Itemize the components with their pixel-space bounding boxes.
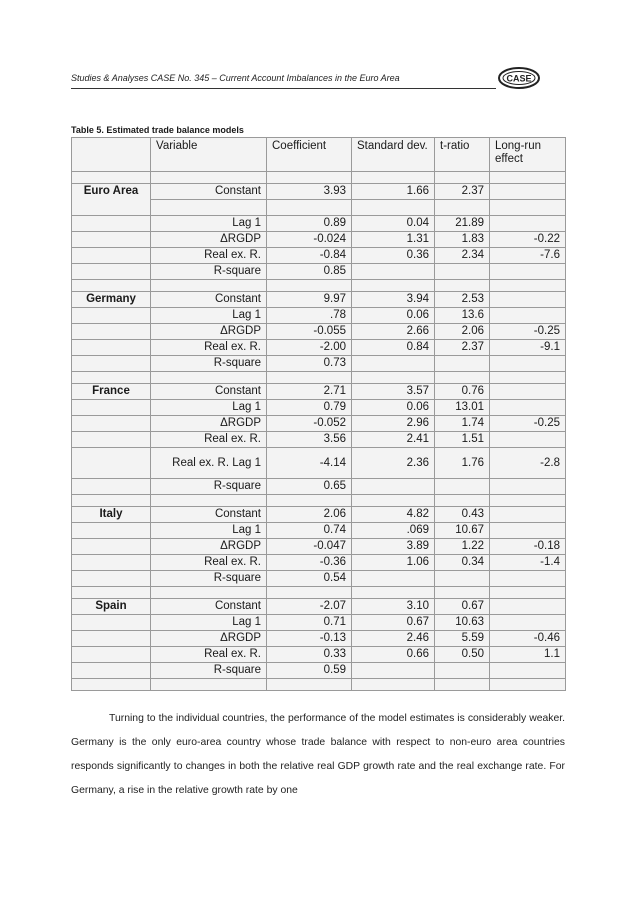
empty-cell xyxy=(72,172,151,184)
variable-cell: Real ex. R. xyxy=(151,647,267,663)
empty-cell xyxy=(72,324,151,340)
variable-cell: ΔRGDP xyxy=(151,324,267,340)
long-run-cell xyxy=(490,184,566,200)
table-row xyxy=(72,571,566,587)
empty-cell xyxy=(267,587,352,599)
t-ratio-cell: 10.67 xyxy=(435,523,490,539)
empty-cell xyxy=(490,679,566,691)
empty-cell xyxy=(72,264,151,280)
variable-cell: R-square xyxy=(151,264,267,280)
empty-cell xyxy=(151,495,267,507)
country-cell: Euro Area xyxy=(72,184,151,216)
coefficient-cell: 2.71 xyxy=(267,384,352,400)
empty-cell xyxy=(267,495,352,507)
variable-cell: ΔRGDP xyxy=(151,416,267,432)
empty-cell xyxy=(72,587,151,599)
t-ratio-cell: 21.89 xyxy=(435,216,490,232)
country-cell: Spain xyxy=(72,599,151,615)
table-header-row xyxy=(72,138,566,172)
empty-cell xyxy=(267,280,352,292)
table-row xyxy=(72,308,566,324)
empty-cell xyxy=(490,372,566,384)
coefficient-cell: 0.73 xyxy=(267,356,352,372)
coefficient-cell: 0.33 xyxy=(267,647,352,663)
t-ratio-cell xyxy=(435,479,490,495)
table-row xyxy=(72,324,566,340)
variable-cell: R-square xyxy=(151,571,267,587)
variable-cell: Real ex. R. xyxy=(151,432,267,448)
variable-cell: Lag 1 xyxy=(151,400,267,416)
spacer-row xyxy=(72,280,566,292)
empty-cell xyxy=(72,555,151,571)
paragraph-text: Turning to the individual countries, the performance of the model estimates is considerably weaker. Germany is the only euro-area country whose trade balance with respect to non-euro area countries responds significantly to changes in both the relative real GDP growth rate and the real exchange rate. For Germany, a rise in the relative growth rate by one xyxy=(71,713,565,796)
empty-cell xyxy=(151,372,267,384)
column-header: Variable xyxy=(151,138,267,172)
std-dev-cell: 0.04 xyxy=(352,216,435,232)
table-row xyxy=(72,539,566,555)
long-run-cell xyxy=(490,432,566,448)
variable-cell: Lag 1 xyxy=(151,308,267,324)
t-ratio-cell: 10.63 xyxy=(435,615,490,631)
long-run-cell xyxy=(490,599,566,615)
coefficient-cell: -0.84 xyxy=(267,248,352,264)
table-row xyxy=(72,248,566,264)
table-row xyxy=(72,507,566,523)
coefficient-cell: 3.93 xyxy=(267,184,352,200)
empty-cell xyxy=(72,248,151,264)
case-logo xyxy=(497,66,541,90)
coefficient-cell xyxy=(267,200,352,216)
long-run-cell xyxy=(490,507,566,523)
long-run-cell xyxy=(490,292,566,308)
empty-cell xyxy=(151,280,267,292)
long-run-cell xyxy=(490,264,566,280)
coefficient-cell: -0.36 xyxy=(267,555,352,571)
empty-cell xyxy=(435,172,490,184)
body-paragraph xyxy=(71,707,565,803)
variable-cell: ΔRGDP xyxy=(151,631,267,647)
variable-cell: Constant xyxy=(151,184,267,200)
t-ratio-cell xyxy=(435,663,490,679)
long-run-cell xyxy=(490,308,566,324)
variable-cell: ΔRGDP xyxy=(151,232,267,248)
coefficient-cell: -0.13 xyxy=(267,631,352,647)
variable-cell: Real ex. R. Lag 1 xyxy=(151,448,267,479)
long-run-cell xyxy=(490,216,566,232)
table-row xyxy=(72,555,566,571)
variable-cell: Constant xyxy=(151,292,267,308)
t-ratio-cell: 1.74 xyxy=(435,416,490,432)
coefficient-cell: -0.052 xyxy=(267,416,352,432)
std-dev-cell xyxy=(352,571,435,587)
table-row xyxy=(72,232,566,248)
variable-cell: Real ex. R. xyxy=(151,340,267,356)
t-ratio-cell: 2.37 xyxy=(435,184,490,200)
coefficient-cell: -4.14 xyxy=(267,448,352,479)
coefficient-cell: 3.56 xyxy=(267,432,352,448)
std-dev-cell: 2.96 xyxy=(352,416,435,432)
t-ratio-cell: 1.22 xyxy=(435,539,490,555)
long-run-cell xyxy=(490,615,566,631)
std-dev-cell: 2.66 xyxy=(352,324,435,340)
country-cell: Germany xyxy=(72,292,151,308)
header-rule xyxy=(71,88,496,89)
variable-cell xyxy=(151,200,267,216)
long-run-cell xyxy=(490,384,566,400)
empty-cell xyxy=(72,416,151,432)
t-ratio-cell: 2.06 xyxy=(435,324,490,340)
variable-cell: Lag 1 xyxy=(151,615,267,631)
column-header xyxy=(72,138,151,172)
spacer-row xyxy=(72,172,566,184)
t-ratio-cell: 1.51 xyxy=(435,432,490,448)
std-dev-cell: 0.06 xyxy=(352,308,435,324)
coefficient-cell: -0.047 xyxy=(267,539,352,555)
table-row xyxy=(72,479,566,495)
empty-cell xyxy=(72,679,151,691)
empty-cell xyxy=(435,372,490,384)
std-dev-cell: .069 xyxy=(352,523,435,539)
std-dev-cell: 2.46 xyxy=(352,631,435,647)
empty-cell xyxy=(267,679,352,691)
coefficient-cell: .78 xyxy=(267,308,352,324)
table-caption: Table 5. Estimated trade balance models xyxy=(71,125,244,135)
t-ratio-cell xyxy=(435,571,490,587)
empty-cell xyxy=(490,172,566,184)
spacer-row xyxy=(72,679,566,691)
empty-cell xyxy=(72,448,151,479)
coefficient-cell: -2.07 xyxy=(267,599,352,615)
std-dev-cell: 1.31 xyxy=(352,232,435,248)
coefficient-cell: -2.00 xyxy=(267,340,352,356)
std-dev-cell xyxy=(352,356,435,372)
table-row xyxy=(72,615,566,631)
long-run-cell: -9.1 xyxy=(490,340,566,356)
empty-cell xyxy=(72,523,151,539)
table-row xyxy=(72,184,566,200)
variable-cell: ΔRGDP xyxy=(151,539,267,555)
std-dev-cell: 3.57 xyxy=(352,384,435,400)
t-ratio-cell: 1.83 xyxy=(435,232,490,248)
t-ratio-cell xyxy=(435,356,490,372)
coefficient-cell: 0.79 xyxy=(267,400,352,416)
long-run-cell xyxy=(490,523,566,539)
coefficient-cell: 0.89 xyxy=(267,216,352,232)
empty-cell xyxy=(72,631,151,647)
t-ratio-cell: 0.76 xyxy=(435,384,490,400)
long-run-cell: -0.18 xyxy=(490,539,566,555)
std-dev-cell xyxy=(352,200,435,216)
coefficient-cell: -0.024 xyxy=(267,232,352,248)
variable-cell: R-square xyxy=(151,663,267,679)
empty-cell xyxy=(72,280,151,292)
long-run-cell xyxy=(490,400,566,416)
variable-cell: Real ex. R. xyxy=(151,248,267,264)
logo-text: CASE xyxy=(506,73,532,84)
long-run-cell: -0.46 xyxy=(490,631,566,647)
std-dev-cell: 4.82 xyxy=(352,507,435,523)
t-ratio-cell: 0.50 xyxy=(435,647,490,663)
empty-cell xyxy=(490,495,566,507)
empty-cell xyxy=(72,232,151,248)
table-row xyxy=(72,384,566,400)
std-dev-cell xyxy=(352,663,435,679)
variable-cell: Real ex. R. xyxy=(151,555,267,571)
column-header: Long-run effect xyxy=(490,138,566,172)
empty-cell xyxy=(151,587,267,599)
table-row xyxy=(72,292,566,308)
empty-cell xyxy=(267,172,352,184)
coefficient-cell: 9.97 xyxy=(267,292,352,308)
empty-cell xyxy=(72,571,151,587)
t-ratio-cell: 2.53 xyxy=(435,292,490,308)
t-ratio-cell xyxy=(435,200,490,216)
std-dev-cell: 1.06 xyxy=(352,555,435,571)
long-run-cell: -7.6 xyxy=(490,248,566,264)
empty-cell xyxy=(352,172,435,184)
empty-cell xyxy=(435,679,490,691)
long-run-cell xyxy=(490,479,566,495)
t-ratio-cell: 1.76 xyxy=(435,448,490,479)
empty-cell xyxy=(72,372,151,384)
long-run-cell: -1.4 xyxy=(490,555,566,571)
t-ratio-cell: 0.43 xyxy=(435,507,490,523)
coefficient-cell: -0.055 xyxy=(267,324,352,340)
empty-cell xyxy=(352,372,435,384)
empty-cell xyxy=(72,495,151,507)
empty-cell xyxy=(435,495,490,507)
column-header: Coefficient xyxy=(267,138,352,172)
empty-cell xyxy=(72,216,151,232)
coefficient-cell: 2.06 xyxy=(267,507,352,523)
table-row xyxy=(72,523,566,539)
table-row xyxy=(72,631,566,647)
coefficient-cell: 0.54 xyxy=(267,571,352,587)
empty-cell xyxy=(72,647,151,663)
variable-cell: Constant xyxy=(151,384,267,400)
coefficient-cell: 0.85 xyxy=(267,264,352,280)
empty-cell xyxy=(151,679,267,691)
coefficient-cell: 0.71 xyxy=(267,615,352,631)
variable-cell: Constant xyxy=(151,507,267,523)
variable-cell: Lag 1 xyxy=(151,523,267,539)
t-ratio-cell xyxy=(435,264,490,280)
spacer-row xyxy=(72,372,566,384)
long-run-cell: -0.25 xyxy=(490,324,566,340)
long-run-cell xyxy=(490,356,566,372)
empty-cell xyxy=(267,372,352,384)
long-run-cell: 1.1 xyxy=(490,647,566,663)
table-row xyxy=(72,264,566,280)
coefficient-cell: 0.74 xyxy=(267,523,352,539)
std-dev-cell: 2.41 xyxy=(352,432,435,448)
variable-cell: Lag 1 xyxy=(151,216,267,232)
table-row xyxy=(72,356,566,372)
running-header: Studies & Analyses CASE No. 345 – Current Account Imbalances in the Euro Area xyxy=(71,73,400,83)
empty-cell xyxy=(72,308,151,324)
empty-cell xyxy=(72,356,151,372)
table-row xyxy=(72,647,566,663)
std-dev-cell: 2.36 xyxy=(352,448,435,479)
std-dev-cell: 0.84 xyxy=(352,340,435,356)
long-run-cell: -2.8 xyxy=(490,448,566,479)
table-row xyxy=(72,340,566,356)
spacer-row xyxy=(72,587,566,599)
empty-cell xyxy=(490,587,566,599)
table-row xyxy=(72,663,566,679)
empty-cell xyxy=(72,615,151,631)
long-run-cell: -0.25 xyxy=(490,416,566,432)
table-row xyxy=(72,448,566,479)
variable-cell: Constant xyxy=(151,599,267,615)
empty-cell xyxy=(151,172,267,184)
std-dev-cell: 3.94 xyxy=(352,292,435,308)
empty-cell xyxy=(435,587,490,599)
long-run-cell xyxy=(490,571,566,587)
coefficient-cell: 0.65 xyxy=(267,479,352,495)
t-ratio-cell: 0.34 xyxy=(435,555,490,571)
empty-cell xyxy=(352,587,435,599)
country-cell: France xyxy=(72,384,151,400)
long-run-cell xyxy=(490,663,566,679)
empty-cell xyxy=(72,539,151,555)
std-dev-cell: 0.66 xyxy=(352,647,435,663)
column-header: Standard dev. xyxy=(352,138,435,172)
empty-cell xyxy=(490,280,566,292)
empty-cell xyxy=(435,280,490,292)
std-dev-cell xyxy=(352,264,435,280)
t-ratio-cell: 13.6 xyxy=(435,308,490,324)
t-ratio-cell: 2.34 xyxy=(435,248,490,264)
empty-cell xyxy=(352,679,435,691)
t-ratio-cell: 0.67 xyxy=(435,599,490,615)
country-cell: Italy xyxy=(72,507,151,523)
std-dev-cell: 0.36 xyxy=(352,248,435,264)
empty-cell xyxy=(352,495,435,507)
t-ratio-cell: 13.01 xyxy=(435,400,490,416)
column-header: t-ratio xyxy=(435,138,490,172)
empty-cell xyxy=(72,400,151,416)
empty-cell xyxy=(352,280,435,292)
table-row xyxy=(72,416,566,432)
table-row xyxy=(72,432,566,448)
trade-balance-table xyxy=(71,137,566,691)
std-dev-cell: 3.10 xyxy=(352,599,435,615)
long-run-cell: -0.22 xyxy=(490,232,566,248)
t-ratio-cell: 5.59 xyxy=(435,631,490,647)
std-dev-cell: 3.89 xyxy=(352,539,435,555)
table-row xyxy=(72,599,566,615)
std-dev-cell: 0.06 xyxy=(352,400,435,416)
std-dev-cell xyxy=(352,479,435,495)
variable-cell: R-square xyxy=(151,356,267,372)
std-dev-cell: 0.67 xyxy=(352,615,435,631)
coefficient-cell: 0.59 xyxy=(267,663,352,679)
std-dev-cell: 1.66 xyxy=(352,184,435,200)
table-row xyxy=(72,216,566,232)
variable-cell: R-square xyxy=(151,479,267,495)
long-run-cell xyxy=(490,200,566,216)
empty-cell xyxy=(72,479,151,495)
empty-cell xyxy=(72,663,151,679)
spacer-row xyxy=(72,495,566,507)
t-ratio-cell: 2.37 xyxy=(435,340,490,356)
table-row xyxy=(72,400,566,416)
empty-cell xyxy=(72,340,151,356)
empty-cell xyxy=(72,432,151,448)
